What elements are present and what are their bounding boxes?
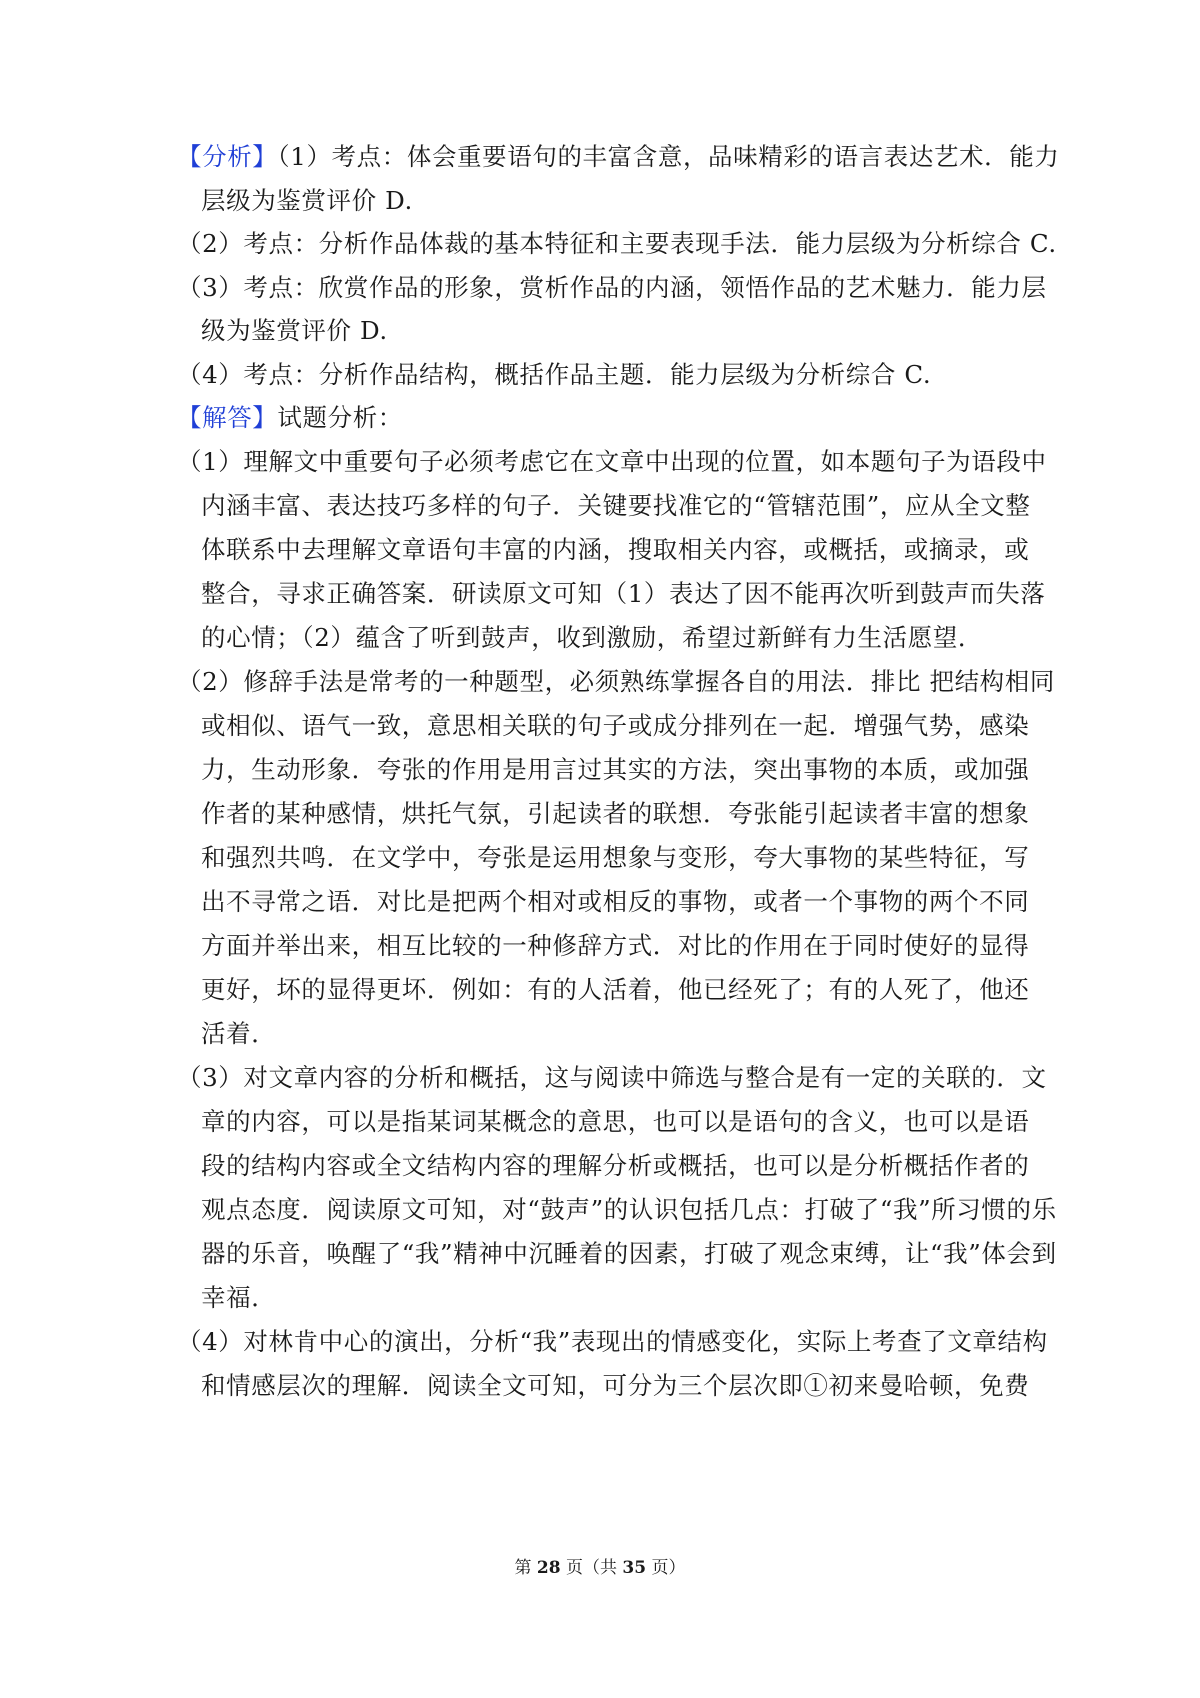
analysis-line-4: （3）考点：欣赏作品的形象，赏析作品的内涵，领悟作品的艺术魅力．能力层	[177, 273, 1047, 302]
analysis-line-6: （4）考点：分析作品结构，概括作品主题．能力层级为分析综合 C.	[177, 360, 932, 389]
answer-line: 的心情；（2）蕴含了听到鼓声，收到激励，希望过新鲜有力生活愿望．	[201, 623, 984, 652]
analysis-line-1	[177, 142, 1059, 172]
answer-line: 活着．	[201, 1019, 277, 1048]
answer-label: 【解答】	[177, 403, 278, 432]
answer-line: 幸福．	[201, 1283, 277, 1312]
footer-middle: 页（共	[560, 1558, 623, 1578]
answer-line: 和情感层次的理解．阅读全文可知，可分为三个层次即①初来曼哈顿，免费	[201, 1371, 1030, 1400]
answer-line: 体联系中去理解文章语句丰富的内涵，搜取相关内容，或概括，或摘录，或	[201, 535, 1030, 564]
footer-prefix: 第	[514, 1558, 537, 1578]
answer-line: 段的结构内容或全文结构内容的理解分析或概括，也可以是分析概括作者的	[201, 1151, 1030, 1180]
answer-line: 章的内容，可以是指某词某概念的意思，也可以是语句的含义，也可以是语	[201, 1107, 1030, 1136]
answer-heading	[177, 403, 403, 433]
answer-line: （3）对文章内容的分析和概括，这与阅读中筛选与整合是有一定的关联的．文	[177, 1063, 1047, 1092]
answer-line: 或相似、语气一致，意思相关联的句子或成分排列在一起．增强气势，感染	[201, 711, 1030, 740]
answer-line: 方面并举出来，相互比较的一种修辞方式．对比的作用在于同时使好的显得	[201, 931, 1030, 960]
footer-page-number: 28	[536, 1558, 561, 1578]
answer-line: 内涵丰富、表达技巧多样的句子．关键要找准它的“管辖范围”，应从全文整	[201, 491, 1031, 520]
page-footer	[0, 1553, 1200, 1578]
footer-total-pages: 35	[622, 1558, 647, 1578]
answer-line: 器的乐音，唤醒了“我”精神中沉睡着的因素，打破了观念束缚，让“我”体会到	[201, 1239, 1057, 1268]
analysis-line-3: （2）考点：分析作品体裁的基本特征和主要表现手法．能力层级为分析综合 C.	[177, 229, 1057, 258]
answer-line: （2）修辞手法是常考的一种题型，必须熟练掌握各自的用法．排比 把结构相同	[177, 667, 1055, 696]
answer-line: 和强烈共鸣．在文学中，夸张是运用想象与变形，夸大事物的某些特征，写	[201, 843, 1030, 872]
answer-line: 更好，坏的显得更坏．例如：有的人活着，他已经死了；有的人死了，他还	[201, 975, 1030, 1004]
answer-line: 观点态度．阅读原文可知，对“鼓声”的认识包括几点：打破了“我”所习惯的乐	[201, 1195, 1057, 1224]
answer-line: 作者的某种感情，烘托气氛，引起读者的联想．夸张能引起读者丰富的想象	[201, 799, 1030, 828]
answer-line: 整合，寻求正确答案．研读原文可知（1）表达了因不能再次听到鼓声而失落	[201, 579, 1046, 608]
analysis-label: 【分析】	[177, 142, 278, 171]
analysis-text: （1）考点：体会重要语句的丰富含意，品味精彩的语言表达艺术．能力	[277, 142, 1060, 171]
answer-line: 出不寻常之语．对比是把两个相对或相反的事物，或者一个事物的两个不同	[201, 887, 1030, 916]
answer-intro: 试题分析：	[277, 403, 403, 432]
analysis-line-2: 层级为鉴赏评价 D.	[201, 186, 413, 215]
footer-suffix: 页）	[646, 1558, 686, 1578]
answer-line: （1）理解文中重要句子必须考虑它在文章中出现的位置，如本题句子为语段中	[177, 447, 1047, 476]
analysis-line-5: 级为鉴赏评价 D.	[201, 316, 388, 345]
answer-line: （4）对林肯中心的演出，分析“我”表现出的情感变化，实际上考查了文章结构	[177, 1327, 1048, 1356]
answer-line: 力，生动形象．夸张的作用是用言过其实的方法，突出事物的本质，或加强	[201, 755, 1030, 784]
